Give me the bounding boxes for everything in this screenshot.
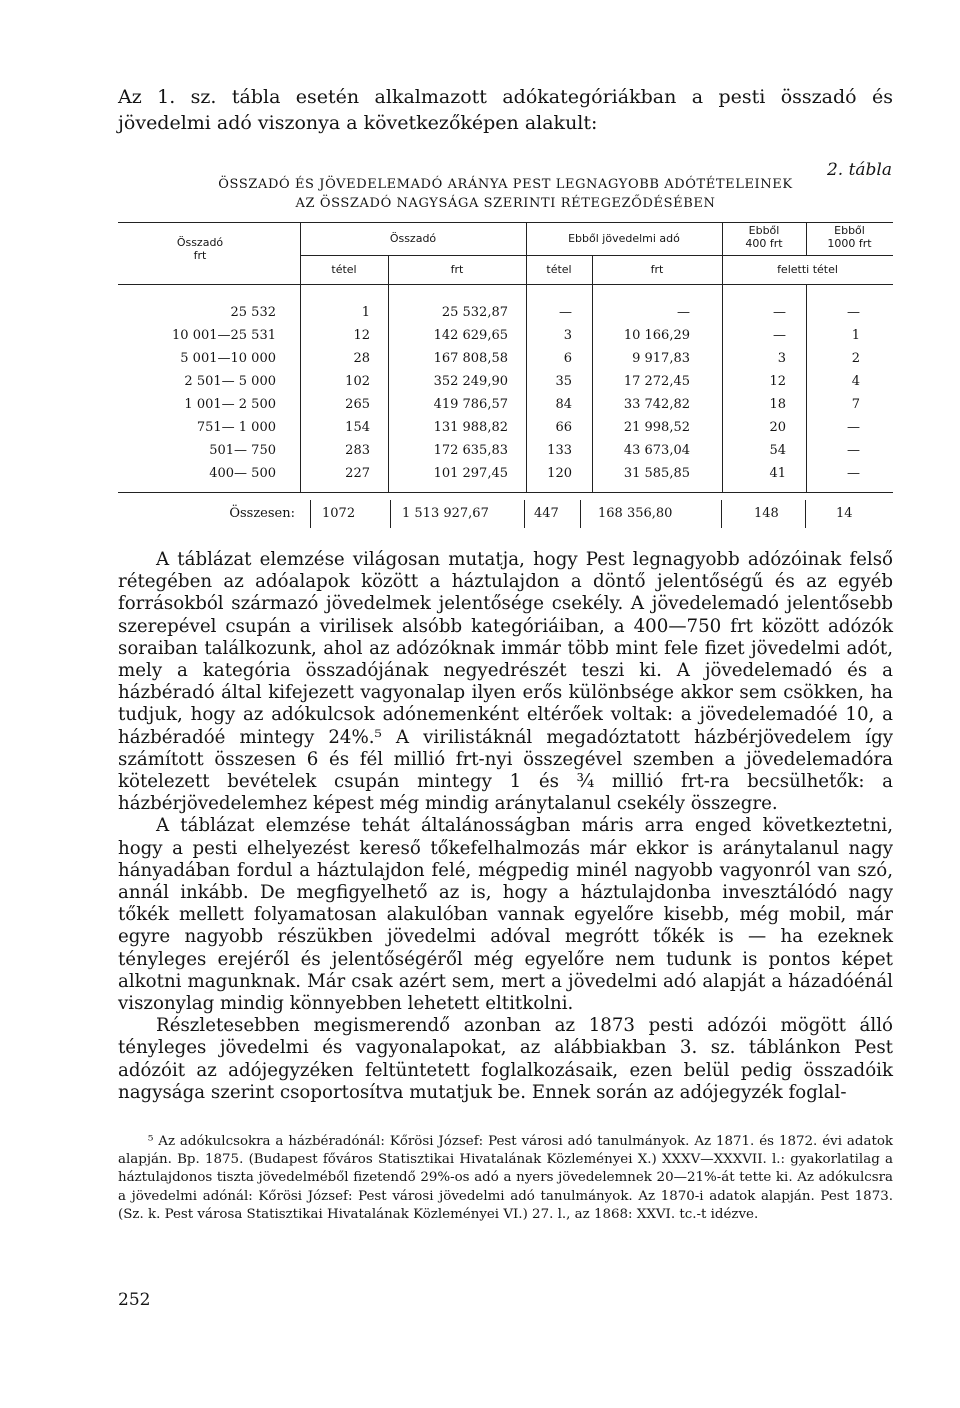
cell-range: 5 001—10 000 — [180, 351, 276, 366]
table-title — [118, 175, 893, 213]
cell-j-tetel: 84 — [555, 397, 572, 412]
table-col-divider — [806, 284, 807, 492]
table-header-rule — [118, 284, 893, 285]
cell-f400: — — [773, 328, 786, 343]
cell-j-tetel: 3 — [563, 328, 572, 343]
cell-frt: 25 532,87 — [441, 305, 508, 320]
table-col-divider — [388, 284, 389, 492]
cell-frt: 131 988,82 — [433, 420, 508, 435]
cell-f400: 18 — [769, 397, 786, 412]
cell-range: 25 532 — [230, 305, 276, 320]
cell-j-tetel: 66 — [555, 420, 572, 435]
header-feletti-tetel: feletti tétel — [777, 263, 838, 276]
body-text — [118, 549, 893, 1104]
cell-j-frt: 31 585,85 — [623, 466, 690, 481]
cell-j-frt: 21 998,52 — [623, 420, 690, 435]
cell-range: 2 501— 5 000 — [184, 374, 276, 389]
cell-f400: 41 — [769, 466, 786, 481]
table-top-rule — [118, 222, 893, 223]
page-number: 252 — [118, 1290, 151, 1310]
cell-f1000: 1 — [851, 328, 860, 343]
cell-frt: 419 786,57 — [433, 397, 508, 412]
total-j-frt: 168 356,80 — [598, 506, 673, 521]
cell-tetel: 28 — [353, 351, 370, 366]
cell-range: 400— 500 — [209, 466, 276, 481]
cell-frt: 172 635,83 — [433, 443, 508, 458]
header-frt-2: frt — [650, 263, 664, 276]
cell-f1000: — — [847, 443, 860, 458]
cell-j-frt: 10 166,29 — [623, 328, 690, 343]
table-total-rule — [118, 492, 893, 493]
paragraph: A táblázat elemzése világosan mutatja, hogy Pest legnagyobb adózóinak felső rétegében az adóalapok között a háztulajdon a döntő jelentőségű és az egyéb forrásokból származó jövedelmek jelentősége csekély. A jövedelemadó jelentősebb szerepével csupán a virilisek alsóbb kategóriáiban, a 400—750 frt között adózók soraiban találkozunk, ahol az adózóknak immár több mint fele fizet jövedelmi adót, mely a kategória összadójának negyedrészét teszi ki. A jövedelemadó és a házbéradó által kifejezett vagyonalap ilyen erős különbsége akkor sem csökken, ha tudjuk, hogy az adókulcsok adónemenként eltérőek voltak: a jövedelemadóé 10, a házbéradóé mintegy 24%.⁵ A virilistáknál megadóztatott házbérjövedelem így számított összesen 6 és fél millió frt-nyi összegével szemben a jövedelemadóra kötelezett bevételek csupán mintegy 1 és ¾ millió frt-ra becsülhetők: a házbérjövedelemhez képest még mindig aránytalanul csekély összegre. — [118, 549, 893, 815]
cell-f1000: — — [847, 305, 860, 320]
cell-f400: 3 — [777, 351, 786, 366]
cell-f1000: 4 — [851, 374, 860, 389]
total-j-tetel: 447 — [534, 506, 559, 521]
cell-f400: 54 — [769, 443, 786, 458]
cell-j-frt: 43 673,04 — [623, 443, 690, 458]
total-divider — [805, 500, 806, 528]
cell-tetel: 265 — [345, 397, 370, 412]
cell-tetel: 102 — [345, 374, 370, 389]
cell-j-tetel: 6 — [563, 351, 572, 366]
header-ebbol-1000: Ebből 1000 frt — [827, 224, 872, 250]
cell-tetel: 283 — [345, 443, 370, 458]
table-col-divider — [526, 284, 527, 492]
total-divider — [524, 500, 525, 528]
cell-range: 1 001— 2 500 — [184, 397, 276, 412]
cell-j-frt: 33 742,82 — [623, 397, 690, 412]
cell-f400: 20 — [769, 420, 786, 435]
table-title-line2: AZ ÖSSZADÓ NAGYSÁGA SZERINTI RÉTEGEZŐDÉSÉBEN — [295, 196, 716, 211]
paragraph: A táblázat elemzése tehát általánosságban máris arra enged következtetni, hogy a pesti elhelyezést kereső tőkefelhalmozás már ekkor is aránytalanul nagy hányadában fordul a háztulajdon felé, mégpedig minél nagyobb vagyonról van szó, annál inkább. De megfigyelhető az is, hogy a háztulajdonba invesztálódó nagy tőkék mellett folyamatosan alakulóban vannak egyelőre kisebb, még mobil, már egyre nagyobb részükben jövedelmi adóval megrótt tőkék is — ha ezeknek tényleges erejéről és jelentőségéről még egyelőre nem tudunk is pontos képet alkotni magunknak. Már csak azért sem, mert a jövedelmi adó alapját a házadóénál viszonylag mindig könnyebben lehetett eltitkolni. — [118, 815, 893, 1015]
footnote: ⁵ Az adókulcsokra a házbéradónál: Kőrösi József: Pest városi adó tanulmányok. Az 1871. és 1872. évi adatok alapján. Bp. 1875. (Budapest főváros Statisztikai Hivatalának Közleményei X.) XXXV—XXXVII. l.: gyakorlatilag a háztulajdonos tiszta jövedelméből fizetendő 29%-os adó a nyers jövedelemnek 20—21%-át tette ki. Az adókulcsra a jövedelmi adónál: Kőrösi József: Pest városi jövedelmi adó tanulmányok. Az 1870-i adatok alapján. Pest 1873. (Sz. k. Pest városa Statisztikai Hivatalának Közleményei VI.) 27. l., az 1868: XXVI. tc.-t idézve. — [118, 1134, 893, 1222]
cell-j-tetel: 35 — [555, 374, 572, 389]
cell-tetel: 227 — [345, 466, 370, 481]
intro-paragraph: Az 1. sz. tábla esetén alkalmazott adókategóriákban a pesti összadó és jövedelmi adó viszonya a következőképen alakult: — [118, 86, 893, 134]
total-divider — [310, 500, 311, 528]
total-f400: 148 — [754, 506, 779, 521]
cell-j-tetel: — — [559, 305, 572, 320]
table-number: 2. tábla — [826, 160, 892, 180]
cell-range: 751— 1 000 — [196, 420, 276, 435]
cell-j-frt: 17 272,45 — [623, 374, 690, 389]
cell-f1000: — — [847, 420, 860, 435]
cell-range: 10 001—25 531 — [172, 328, 276, 343]
cell-tetel: 154 — [345, 420, 370, 435]
cell-tetel: 12 — [353, 328, 370, 343]
cell-frt: 101 297,45 — [433, 466, 508, 481]
cell-j-frt: 9 917,83 — [632, 351, 690, 366]
header-frt: frt — [450, 263, 464, 276]
cell-tetel: 1 — [361, 305, 370, 320]
table-col-divider — [722, 284, 723, 492]
cell-j-frt: — — [677, 305, 690, 320]
paragraph: Részletesebben megismerendő azonban az 1873 pesti adózói mögött álló tényleges jövedelmi és vagyonalapokat, az alábbiakban 3. sz. táblánkon Pest adózóit az adójegyzéken feltüntetett foglalkozásaik, ezen belül pedig összadóik nagysága szerint csoportosítva mutatjuk be. Ennek során az adójegyzék foglal- — [118, 1015, 893, 1103]
cell-j-tetel: 133 — [547, 443, 572, 458]
header-osszado-group: Összadó — [389, 232, 437, 245]
table-title-line1: ÖSSZADÓ ÉS JÖVEDELEMADÓ ARÁNYA PEST LEGNAGYOBB ADÓTÉTELEINEK — [218, 177, 793, 192]
cell-f1000: 7 — [851, 397, 860, 412]
cell-j-tetel: 120 — [547, 466, 572, 481]
total-divider — [721, 500, 722, 528]
cell-f400: — — [773, 305, 786, 320]
cell-frt: 167 808,58 — [433, 351, 508, 366]
cell-frt: 352 249,90 — [433, 374, 508, 389]
total-frt: 1 513 927,67 — [402, 506, 489, 521]
header-jovedelmi-group: Ebből jövedelmi adó — [568, 232, 680, 245]
header-tetel: tétel — [331, 263, 357, 276]
table-col-divider — [592, 284, 593, 492]
total-f1000: 14 — [836, 506, 853, 521]
cell-f1000: — — [847, 466, 860, 481]
total-divider — [580, 500, 581, 528]
table-col-divider — [300, 284, 301, 492]
header-ebbol-400: Ebből 400 frt — [745, 224, 783, 250]
header-tetel-2: tétel — [546, 263, 572, 276]
cell-f400: 12 — [769, 374, 786, 389]
total-tetel: 1072 — [322, 506, 356, 521]
cell-f1000: 2 — [851, 351, 860, 366]
total-label: Összesen: — [229, 506, 295, 521]
total-divider — [390, 500, 391, 528]
cell-frt: 142 629,65 — [433, 328, 508, 343]
header-osszado-frt: Összadó frt — [176, 236, 224, 262]
cell-range: 501— 750 — [209, 443, 276, 458]
